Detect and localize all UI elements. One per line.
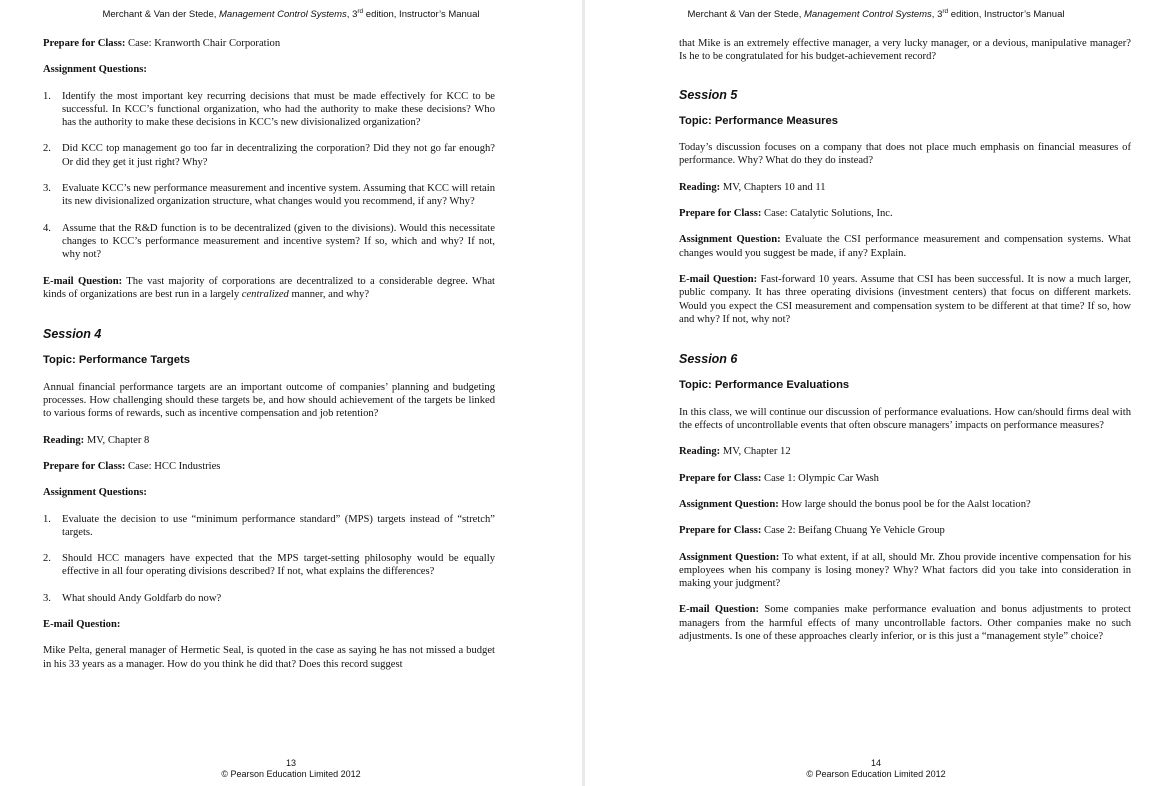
- header-text: , 3: [346, 9, 358, 21]
- header-sup: rd: [942, 8, 949, 15]
- question-list: [43, 513, 495, 605]
- copyright: © Pearson Education Limited 2012: [221, 769, 361, 779]
- prepare-for-class: [679, 524, 1131, 537]
- item-number: 3.: [43, 592, 51, 604]
- label: Reading:: [679, 446, 721, 458]
- intro-paragraph: In this class, we will continue our discussion of performance evaluations. How can/should firms deal with the effects of uncontrollable events that often obscure managers’ impacts on performance measures?: [679, 406, 1131, 432]
- continuation-paragraph: that Mike is an extremely effective manager, a very lucky manager, or a devious, manipulative manager? Is he to be congratulated for his budget-achievement record?: [679, 38, 1131, 63]
- page-13: [0, 0, 582, 786]
- running-header: [585, 8, 1167, 20]
- text: Case: HCC Industries: [125, 460, 221, 472]
- text: Case: Kranworth Chair Corporation: [125, 38, 281, 49]
- email-question: [43, 275, 495, 302]
- label: Assignment Question:: [679, 498, 779, 510]
- item-text: Assume that the R&D function is to be decentralized (given to the divisions). Would this necessitate changes to KCC’s performance measurement and incentive system? If so, which and why? If not, why not?: [62, 222, 495, 261]
- header-book-title: Management Control Systems: [804, 9, 932, 21]
- list-item: [43, 552, 495, 579]
- label: Reading:: [43, 434, 85, 446]
- item-number: 2.: [43, 553, 51, 565]
- item-text: Should HCC managers have expected that the MPS target-setting philosophy would be equally effective in all four operating divisions described? If not, what explains the differences?: [62, 553, 495, 578]
- text: Fast-forward 10 years. Assume that CSI has been successful. It is now a much larger, public company. It has three operating divisions (investment centers) that focus on different markets. Would you expect the CSI measurement and compensation system to be different at that time? If so, how and why? If not, why not?: [679, 273, 1131, 325]
- list-item: [43, 513, 495, 540]
- text: MV, Chapter 12: [720, 446, 791, 458]
- label: Prepare for Class:: [43, 38, 126, 49]
- email-question: [679, 273, 1131, 326]
- topic-heading: Topic: Performance Measures: [679, 114, 838, 127]
- item-text: Identify the most important key recurring decisions that must be made effectively for KCC to be successful. In KCC’s functional organization, who had the authority to make these decisions? Who has the authority to make these decisions in KCC’s new divisionalized organization?: [62, 90, 495, 129]
- item-text: What should Andy Goldfarb do now?: [62, 592, 222, 604]
- assignment-question: [679, 498, 1131, 511]
- label: Assignment Question:: [679, 551, 780, 563]
- prepare-for-class: [679, 472, 1131, 485]
- text: Evaluate the CSI performance measurement and compensation systems. What changes would you suggest be made, if any? Explain.: [679, 234, 1131, 259]
- label: Prepare for Class:: [679, 525, 762, 537]
- session-heading: Session 4: [43, 327, 102, 342]
- label: E-mail Question:: [43, 275, 123, 287]
- reading: [679, 445, 1131, 458]
- text: The vast majority of corporations are decentralized to a considerable degree. What kinds of organizations are best run in a largely: [43, 275, 495, 300]
- intro-paragraph: Today’s discussion focuses on a company that does not place much emphasis on financial measures of performance. Why? What do they do instead?: [679, 142, 1131, 167]
- label: E-mail Question:: [679, 273, 758, 285]
- item-number: 1.: [43, 90, 51, 102]
- session-heading: Session 5: [679, 87, 738, 102]
- text: manner, and why?: [288, 288, 370, 300]
- prepare-for-class: [43, 460, 495, 473]
- prepare-for-class: [43, 37, 495, 50]
- page-14: [585, 0, 1167, 786]
- page-number: 13: [285, 758, 296, 768]
- text: How large should the bonus pool be for the Aalst location?: [778, 498, 1031, 510]
- assignment-question: [679, 551, 1131, 591]
- header-text: edition, Instructor’s Manual: [948, 9, 1065, 21]
- header-text: , 3: [931, 9, 943, 21]
- label: Assignment Questions:: [43, 64, 147, 76]
- item-number: 1.: [43, 513, 51, 525]
- label: Prepare for Class:: [679, 472, 762, 484]
- label: E-mail Question:: [43, 619, 121, 631]
- session-heading: Session 6: [679, 352, 738, 367]
- email-question-text: Mike Pelta, general manager of Hermetic Seal, is quoted in the case as saying he has not missed a budget in his 33 years as a manager. How do you think he did that? Does this record suggest: [43, 645, 495, 670]
- page-content: [679, 37, 1131, 656]
- label: Assignment Question:: [679, 234, 781, 246]
- topic-heading: Topic: Performance Evaluations: [679, 379, 850, 392]
- list-item: [43, 222, 495, 262]
- email-question: [679, 603, 1131, 643]
- label: Prepare for Class:: [679, 208, 762, 220]
- label: Assignment Questions:: [43, 487, 147, 499]
- text: MV, Chapters 10 and 11: [720, 181, 826, 193]
- reading: [679, 181, 1131, 194]
- topic-heading: Topic: Performance Targets: [43, 354, 190, 367]
- label: E-mail Question:: [679, 604, 760, 616]
- item-number: 3.: [43, 183, 51, 195]
- header-text: Merchant & Van der Stede,: [102, 9, 220, 21]
- page-footer: [585, 758, 1167, 780]
- reading: [43, 434, 495, 447]
- item-number: 4.: [43, 222, 51, 234]
- assignment-questions-heading: [43, 486, 495, 499]
- running-header: [0, 8, 582, 20]
- item-text: Did KCC top management go too far in decentralizing the corporation? Did they not go far enough? Or did they get it just right? Why?: [62, 143, 495, 168]
- prepare-for-class: [679, 207, 1131, 220]
- emphasis: centralized: [241, 288, 289, 300]
- intro-paragraph: Annual financial performance targets are an important outcome of companies’ planning and budgeting processes. How challenging should these targets be, and how should achievement of the targets be linked to various forms of rewards, such as incentive compensation and job retention?: [43, 381, 495, 420]
- assignment-question: [679, 233, 1131, 260]
- header-sup: rd: [357, 8, 364, 15]
- item-text: Evaluate the decision to use “minimum performance standard” (MPS) targets instead of “stretch” targets.: [62, 513, 495, 538]
- text: To what extent, if at all, should Mr. Zhou provide incentive compensation for his employees when his company is losing money? Why? What factors did you take into consideration in making your judgment?: [679, 551, 1131, 590]
- email-question-heading: [43, 618, 495, 631]
- copyright: © Pearson Education Limited 2012: [806, 769, 946, 779]
- item-number: 2.: [43, 143, 51, 155]
- list-item: [43, 182, 495, 209]
- list-item: [43, 90, 495, 130]
- label: Prepare for Class:: [43, 460, 126, 472]
- item-text: Evaluate KCC’s new performance measurement and incentive system. Assuming that KCC will retain its new divisionalized organization structure, what changes would you recommend, if any? Why?: [62, 183, 495, 208]
- list-item: [43, 142, 495, 169]
- text: Some companies make performance evaluation and bonus adjustments to protect managers from the harmful effects of many uncontrollable factors. Other companies make no such adjustments. Is one of these approaches clearly inferior, or is this just a “management style” choice?: [679, 604, 1131, 643]
- text: Case 1: Olympic Car Wash: [761, 472, 879, 484]
- question-list: [43, 90, 495, 262]
- assignment-questions-heading: [43, 63, 495, 76]
- page-content: [43, 37, 495, 684]
- header-book-title: Management Control Systems: [219, 9, 347, 21]
- header-text: edition, Instructor’s Manual: [363, 9, 480, 21]
- page-footer: [0, 758, 582, 780]
- text: Case 2: Beifang Chuang Ye Vehicle Group: [761, 525, 945, 537]
- label: Reading:: [679, 181, 721, 193]
- page-number: 14: [870, 758, 881, 768]
- text: MV, Chapter 8: [84, 434, 150, 446]
- list-item: [43, 592, 495, 605]
- header-text: Merchant & Van der Stede,: [687, 9, 805, 21]
- text: Case: Catalytic Solutions, Inc.: [761, 208, 893, 220]
